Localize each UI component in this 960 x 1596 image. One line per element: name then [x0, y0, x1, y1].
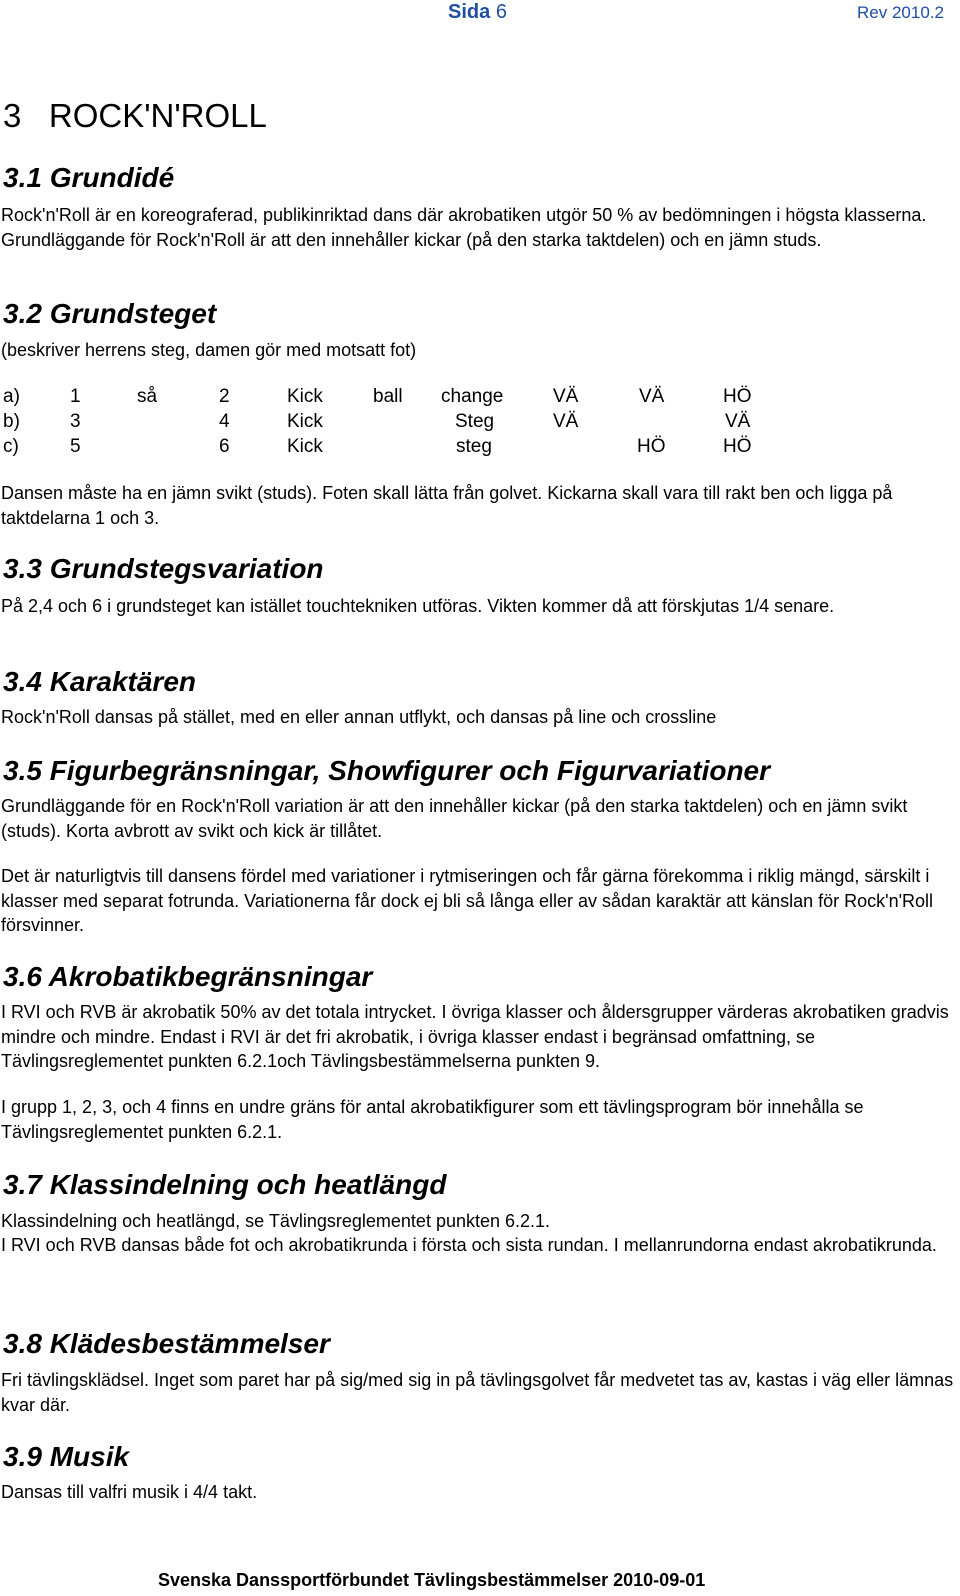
revision-label: Rev 2010.2 — [857, 3, 944, 22]
paragraph-3-5-a: Grundläggande för en Rock'n'Roll variation är att den innehåller kickar (på den starka taktdelen) och en jämn svikt (studs). Korta avbrott av svikt och kick är tillåtet. — [1, 796, 908, 841]
step-cell: 5 — [70, 436, 81, 457]
paragraph-3-4: Rock'n'Roll dansas på stället, med en eller annan utflykt, och dansas på line och crossline — [1, 707, 717, 727]
step-cell: Steg — [455, 411, 495, 432]
paragraph-3-5-b: Det är naturligtvis till dansens fördel med variationer i rytmiseringen och får gärna förekomma i riklig mängd, särskilt i klasser med separat fotrunda. Variationerna får dock ej bli så långa eller av sådan karaktär att känslan för Rock'n'Roll försvinner. — [1, 866, 934, 935]
step-cell: HÖ — [723, 386, 752, 407]
heading-3-7: 3.7 Klassindelning och heatlängd — [3, 1169, 447, 1200]
step-cell: a) — [3, 386, 20, 407]
step-cell: 6 — [219, 436, 230, 457]
step-cell: VÄ — [553, 411, 579, 432]
paragraph-3-3: På 2,4 och 6 i grundsteget kan istället touchtekniken utföras. Vikten kommer då att förskjutas 1/4 senare. — [1, 596, 835, 616]
heading-3-1: 3.1 Grundidé — [3, 162, 175, 193]
step-cell: Kick — [287, 386, 323, 407]
step-cell: Kick — [287, 436, 323, 457]
paragraph-3-7-b: I RVI och RVB dansas både fot och akrobatikrunda i första och sista rundan. I mellanrundorna endast akrobatikrunda. — [1, 1235, 937, 1255]
step-cell: 1 — [70, 386, 81, 407]
paragraph-3-1: Rock'n'Roll är en koreograferad, publikinriktad dans där akrobatiken utgör 50 % av bedömningen i högsta klasserna. Grundläggande för Rock'n'Roll är att den innehåller kickar (på den starka taktdelen) och en jämn studs. — [1, 205, 927, 250]
paragraph-3-9: Dansas till valfri musik i 4/4 takt. — [1, 1482, 258, 1502]
paragraph-3-2-after: Dansen måste ha en jämn svikt (studs). Foten skall lätta från golvet. Kickarna skall vara till rakt ben och ligga på taktdelarna 1 och 3. — [1, 483, 893, 528]
page-number — [448, 1, 507, 24]
page-label: Sida — [448, 1, 491, 23]
step-cell: 2 — [219, 386, 230, 407]
heading-3-5: 3.5 Figurbegränsningar, Showfigurer och Figurvariationer — [3, 755, 771, 786]
paragraph-3-6-b: I grupp 1, 2, 3, och 4 finns en undre gräns för antal akrobatikfigurer som ett tävlingsprogram bör innehålla se Tävlingsreglementet punkten 6.2.1. — [1, 1097, 864, 1142]
step-cell: c) — [3, 436, 19, 457]
chapter-title: 3 ROCK'N'ROLL — [3, 97, 267, 134]
step-cell: ball — [373, 386, 403, 407]
step-cell: så — [137, 386, 158, 407]
step-cell: 3 — [70, 411, 81, 432]
heading-3-2: 3.2 Grundsteget — [3, 298, 217, 329]
page-footer: Svenska Danssportförbundet Tävlingsbestämmelser 2010-09-01 — [158, 1570, 706, 1590]
step-row-b — [3, 411, 803, 436]
step-cell: VÄ — [639, 386, 665, 407]
step-cell: HÖ — [637, 436, 666, 457]
paragraph-3-2-intro: (beskriver herrens steg, damen gör med motsatt fot) — [1, 340, 417, 360]
step-cell: VÄ — [553, 386, 579, 407]
step-cell: change — [441, 386, 504, 407]
step-table — [3, 386, 803, 461]
step-cell: VÄ — [725, 411, 751, 432]
step-cell: b) — [3, 411, 20, 432]
step-row-a — [3, 386, 803, 411]
page-number-value: 6 — [495, 1, 507, 23]
step-cell: HÖ — [723, 436, 752, 457]
step-cell: steg — [456, 436, 492, 457]
heading-3-3: 3.3 Grundstegsvariation — [3, 553, 324, 584]
paragraph-3-7-a: Klassindelning och heatlängd, se Tävlingsreglementet punkten 6.2.1. — [1, 1211, 551, 1231]
heading-3-9: 3.9 Musik — [3, 1441, 130, 1472]
step-row-c — [3, 436, 803, 461]
paragraph-3-8: Fri tävlingsklädsel. Inget som paret har på sig/med sig in på tävlingsgolvet får medvetet tas av, kastas i väg eller lämnas kvar där. — [1, 1370, 954, 1415]
heading-3-6: 3.6 Akrobatikbegränsningar — [3, 961, 373, 992]
step-cell: Kick — [287, 411, 323, 432]
heading-3-4: 3.4 Karaktären — [3, 666, 197, 697]
paragraph-3-6-a: I RVI och RVB är akrobatik 50% av det totala intrycket. I övriga klasser och åldersgrupper värderas akrobatiken gradvis mindre och mindre. Endast i RVI är det fri akrobatik, i övriga klasser endast i begränsad omfattning, se Tävlingsreglementet punkten 6.2.1och Tävlingsbestämmelserna punkten 9. — [1, 1002, 949, 1071]
heading-3-8: 3.8 Klädesbestämmelser — [3, 1328, 330, 1359]
step-cell: 4 — [219, 411, 230, 432]
